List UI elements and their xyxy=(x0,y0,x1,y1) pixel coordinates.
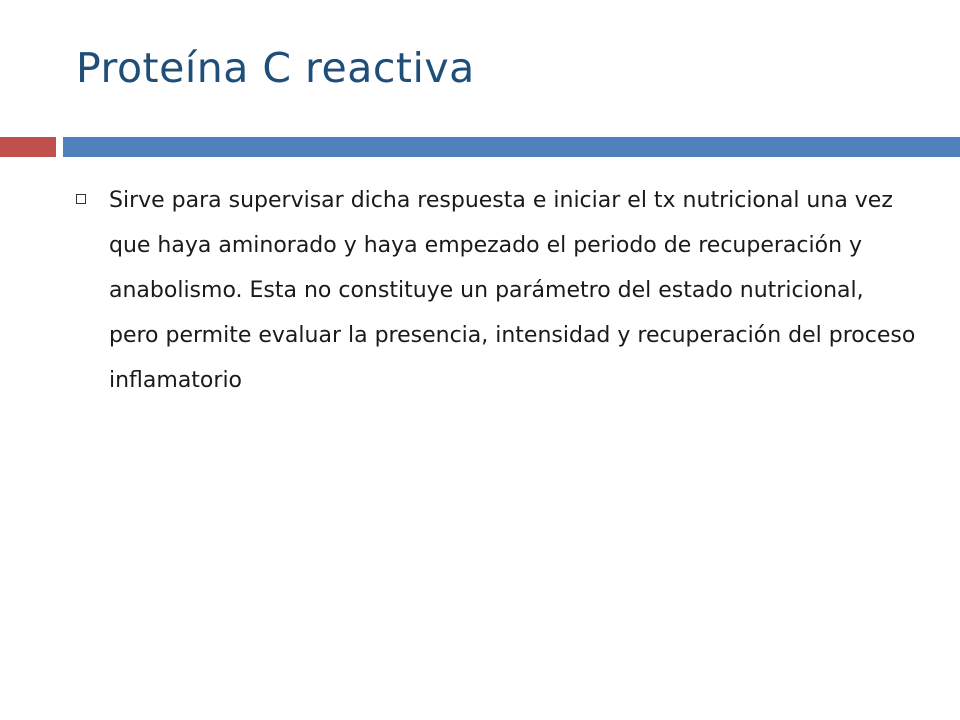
bullet-text: Sirve para supervisar dicha respuesta e iniciar el tx nutricional una vez que haya aminorado y haya empezado el periodo de recuperación y anabolismo. Esta no constituye un parámetro del estado nutricional, pero permite evaluar la presencia, intensidad y recuperación del proceso inflamatorio xyxy=(109,188,916,393)
accent-bar-blue xyxy=(63,137,960,157)
accent-bar-red xyxy=(0,137,56,157)
bullet-item xyxy=(76,178,916,403)
square-bullet-icon xyxy=(76,194,86,204)
bullet-list xyxy=(76,178,916,403)
slide-title: Proteína C reactiva xyxy=(76,44,475,92)
